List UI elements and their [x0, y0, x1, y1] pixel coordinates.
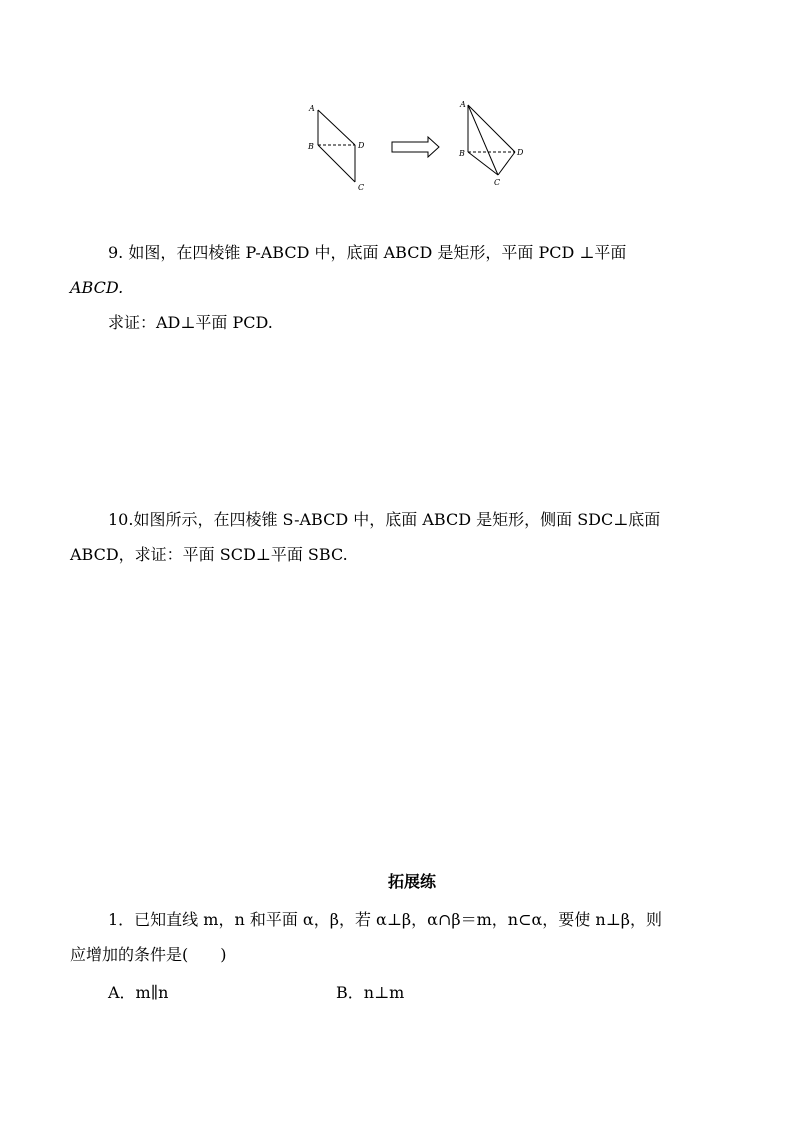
- edge-AD-3d: [468, 105, 515, 152]
- edge-BC: [318, 145, 355, 182]
- q9-line1: 9. 如图，在四棱锥 P-ABCD 中，底面 ABCD 是矩形，平面 PCD ⊥平面: [108, 243, 627, 262]
- fold-figure-svg: [300, 95, 540, 205]
- q10-line2: ABCD，求证：平面 SCD⊥平面 SBC.: [70, 545, 348, 564]
- left-label-a: A: [309, 104, 315, 113]
- edge-AD: [318, 110, 355, 145]
- fold-arrow: [392, 137, 439, 157]
- right-label-d: D: [517, 148, 524, 157]
- section-title: 拓展练: [388, 872, 437, 891]
- right-figure: [468, 105, 515, 175]
- q9-line3: 求证：AD⊥平面 PCD.: [108, 313, 273, 332]
- left-label-d: D: [358, 141, 365, 150]
- q10-line1: 10.如图所示，在四棱锥 S-ABCD 中，底面 ABCD 是矩形，侧面 SDC⊥底面: [108, 510, 661, 529]
- edge-CD-3d: [498, 152, 515, 175]
- ext1-option-a: A．m∥n: [108, 983, 169, 1002]
- edge-AC-3d: [468, 105, 498, 175]
- left-label-b: B: [308, 142, 314, 151]
- ext1-line1: 1．已知直线 m，n 和平面 α，β，若 α⊥β，α∩β＝m，n⊂α，要使 n⊥β，则: [108, 910, 662, 929]
- ext1-line2: 应增加的条件是( ): [70, 945, 227, 964]
- ext1-option-b: B．n⊥m: [336, 983, 405, 1002]
- fold-figure: [300, 95, 540, 205]
- left-figure: [318, 110, 355, 182]
- right-label-a: A: [460, 100, 466, 109]
- right-label-c: C: [494, 178, 501, 187]
- left-label-c: C: [358, 183, 365, 192]
- right-label-b: B: [459, 149, 465, 158]
- q9-line2: ABCD.: [70, 278, 124, 297]
